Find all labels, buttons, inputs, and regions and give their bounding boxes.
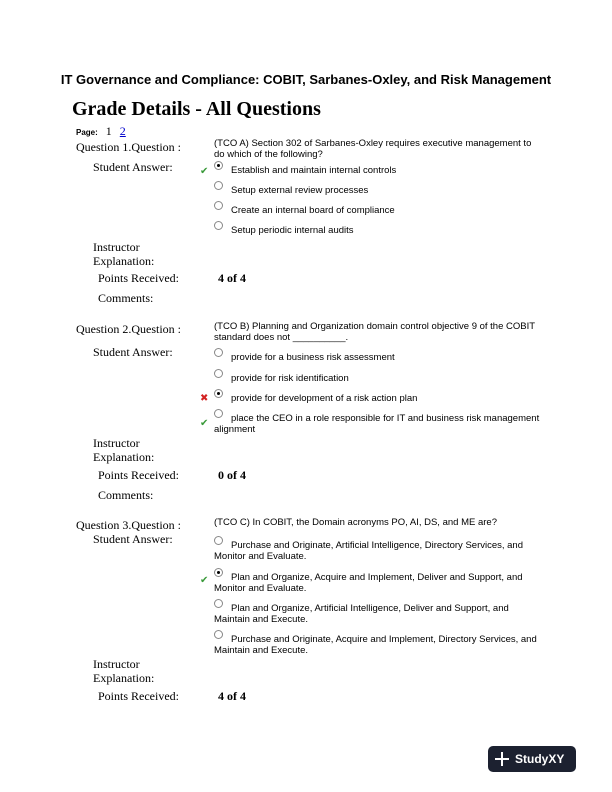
- answer-option[interactable]: [214, 572, 544, 594]
- points-received-label: Points Received:: [98, 468, 179, 482]
- points-received-label: Points Received:: [98, 271, 179, 285]
- answer-option[interactable]: [214, 413, 544, 435]
- radio-unselected-icon[interactable]: [214, 630, 223, 639]
- answer-option[interactable]: [214, 185, 544, 196]
- answer-option-text: place the CEO in a role responsible for IT and business risk management alignment: [214, 413, 540, 435]
- answer-option-text: Establish and maintain internal controls: [231, 165, 397, 176]
- pager-link-page-2[interactable]: 2: [119, 124, 126, 138]
- document-title: IT Governance and Compliance: COBIT, Sarbanes-Oxley, and Risk Management: [60, 72, 552, 87]
- radio-unselected-icon[interactable]: [214, 348, 223, 357]
- points-received-label: Points Received:: [98, 689, 179, 703]
- answer-option[interactable]: [214, 540, 544, 562]
- question-text: (TCO A) Section 302 of Sarbanes-Oxley requires executive management to do which of the following?: [214, 138, 532, 160]
- answer-option-text: Purchase and Originate, Artificial Intelligence, Directory Services, and Monitor and Evaluate.: [214, 540, 523, 562]
- radio-unselected-icon[interactable]: [214, 536, 223, 545]
- incorrect-x-icon: ✖: [200, 393, 209, 404]
- student-answer-label: Student Answer:: [93, 160, 173, 174]
- answer-option[interactable]: [214, 225, 544, 236]
- points-value: 4 of 4: [218, 271, 246, 285]
- question-label: Question 3.Question :: [76, 518, 181, 532]
- radio-unselected-icon[interactable]: [214, 409, 223, 418]
- plus-icon: [495, 752, 509, 766]
- answer-option-text: Setup external review processes: [231, 185, 369, 196]
- instructor-label: Instructor: [93, 240, 140, 254]
- comments-label: Comments:: [98, 488, 154, 502]
- correct-check-icon: ✔: [200, 575, 209, 586]
- pager-current-page: 1: [105, 124, 112, 138]
- answer-option-text: provide for risk identification: [231, 373, 349, 384]
- answer-option-text: Plan and Organize, Artificial Intelligence, Deliver and Support, and Maintain and Execute.: [214, 603, 509, 625]
- explanation-label: Explanation:: [93, 450, 155, 464]
- radio-unselected-icon[interactable]: [214, 181, 223, 190]
- answer-option-text: provide for development of a risk action plan: [231, 393, 418, 404]
- radio-unselected-icon[interactable]: [214, 369, 223, 378]
- answer-option[interactable]: [214, 634, 544, 656]
- correct-check-icon: ✔: [200, 418, 209, 429]
- answer-option[interactable]: [214, 603, 544, 625]
- radio-unselected-icon[interactable]: [214, 221, 223, 230]
- question-label: Question 1.Question :: [76, 140, 181, 154]
- explanation-label: Explanation:: [93, 254, 155, 268]
- points-value: 4 of 4: [218, 689, 246, 703]
- instructor-label: Instructor: [93, 657, 140, 671]
- radio-unselected-icon[interactable]: [214, 599, 223, 608]
- pager-label: Page:: [76, 128, 98, 137]
- radio-unselected-icon[interactable]: [214, 201, 223, 210]
- page-heading: Grade Details - All Questions: [72, 98, 321, 120]
- answer-option-text: Purchase and Originate, Acquire and Implement, Directory Services, and Maintain and Execute.: [214, 634, 537, 656]
- student-answer-label: Student Answer:: [93, 345, 173, 359]
- answer-option[interactable]: [214, 165, 544, 176]
- pager: [76, 124, 126, 139]
- answer-option[interactable]: [214, 352, 544, 363]
- radio-selected-icon[interactable]: [214, 568, 223, 577]
- answer-option-text: Plan and Organize, Acquire and Implement, Deliver and Support, and Monitor and Evaluate.: [214, 572, 523, 594]
- brand-name: StudyXY: [515, 752, 565, 766]
- radio-selected-icon[interactable]: [214, 161, 223, 170]
- answer-option[interactable]: [214, 393, 544, 404]
- studyxy-logo: [488, 746, 576, 772]
- question-text: (TCO C) In COBIT, the Domain acronyms PO, AI, DS, and ME are?: [214, 517, 497, 528]
- answer-option-text: Create an internal board of compliance: [231, 205, 395, 216]
- answer-option[interactable]: [214, 373, 544, 384]
- explanation-label: Explanation:: [93, 671, 155, 685]
- question-text: (TCO B) Planning and Organization domain control objective 9 of the COBIT standard does not __________.: [214, 321, 535, 343]
- instructor-label: Instructor: [93, 436, 140, 450]
- answer-option[interactable]: [214, 205, 544, 216]
- answer-option-text: Setup periodic internal audits: [231, 225, 354, 236]
- answer-option-text: provide for a business risk assessment: [231, 352, 395, 363]
- student-answer-label: Student Answer:: [93, 532, 173, 546]
- correct-check-icon: ✔: [200, 166, 209, 177]
- points-value: 0 of 4: [218, 468, 246, 482]
- question-label: Question 2.Question :: [76, 322, 181, 336]
- radio-selected-icon[interactable]: [214, 389, 223, 398]
- comments-label: Comments:: [98, 291, 154, 305]
